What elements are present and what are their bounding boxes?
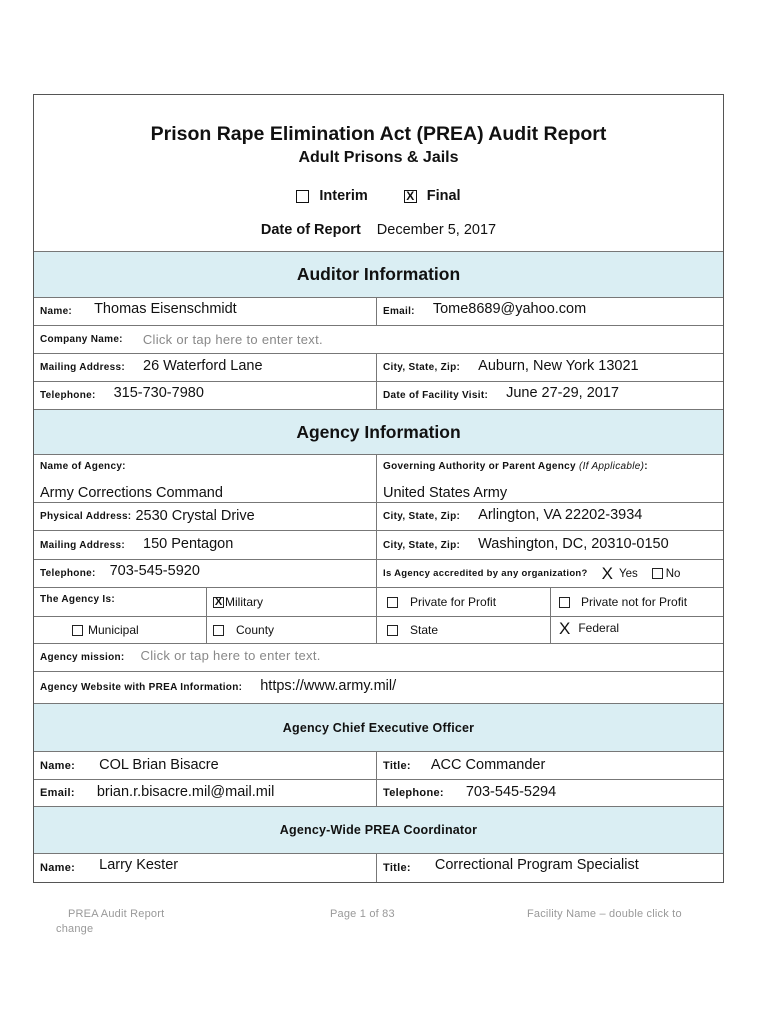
agency-physical-cell — [34, 503, 376, 530]
date-of-report-label: Date of Report — [260, 222, 361, 238]
private-nonprofit-checkbox[interactable] — [559, 597, 570, 608]
ceo-title-cell — [376, 752, 723, 779]
ceo-title-label: Title: — [383, 759, 411, 772]
governing-authority-note: (If Applicable) — [578, 461, 645, 472]
footer-change: change — [56, 923, 94, 935]
agency-mailing-row — [34, 531, 723, 560]
coordinator-title-cell — [376, 854, 723, 882]
agency-physical-field[interactable]: 2530 Crystal Drive — [135, 507, 255, 524]
report-subtitle: Adult Prisons & Jails — [298, 149, 459, 166]
auditor-section-header — [34, 252, 723, 298]
agency-phone-row — [34, 560, 723, 588]
ceo-email-label: Email: — [40, 787, 75, 799]
governing-authority-label — [383, 461, 648, 472]
auditor-mailing-field[interactable]: 26 Waterford Lane — [143, 357, 263, 374]
agency-name-row — [34, 455, 723, 503]
agency-mailing-cell — [34, 531, 376, 559]
agency-type-military-cell — [206, 588, 376, 616]
auditor-name-cell — [34, 298, 376, 325]
auditor-phone-cell — [34, 382, 376, 409]
auditor-city-field[interactable]: Auburn, New York 13021 — [478, 357, 639, 374]
ceo-email-row — [34, 780, 723, 807]
governing-authority-field[interactable]: United States Army — [383, 485, 508, 501]
agency-accredited-cell — [376, 560, 723, 587]
coordinator-title-label: Title: — [383, 862, 411, 874]
interim-checkbox[interactable] — [296, 190, 309, 203]
ceo-email-field[interactable]: brian.r.bisacre.mil@mail.mil — [96, 784, 275, 800]
agency-type-municipal-cell — [34, 617, 206, 643]
agency-physical-row — [34, 503, 723, 531]
auditor-company-field[interactable]: Click or tap here to enter text. — [142, 332, 323, 347]
municipal-checkbox[interactable] — [72, 625, 83, 636]
agency-name-field[interactable]: Army Corrections Command — [40, 485, 223, 501]
final-checkbox[interactable] — [404, 190, 417, 203]
ceo-title-field[interactable]: ACC Commander — [430, 756, 546, 773]
agency-type-county-cell — [206, 617, 376, 643]
agency-type-federal-cell — [550, 617, 723, 643]
auditor-name-row — [34, 298, 723, 326]
agency-section-title: Agency Information — [296, 421, 461, 442]
ceo-name-cell — [34, 752, 376, 779]
report-header — [34, 95, 723, 252]
municipal-label: Municipal — [88, 623, 139, 637]
auditor-company-label: Company Name: — [40, 334, 123, 345]
governing-authority-colon: : — [644, 461, 648, 472]
agency-physical-city-label: City, State, Zip: — [383, 511, 461, 522]
agency-website-row — [34, 672, 723, 704]
auditor-company-cell — [34, 326, 723, 353]
auditor-email-cell — [376, 298, 723, 325]
report-title: Prison Rape Elimination Act (PREA) Audit Report — [150, 123, 607, 145]
county-label: County — [236, 623, 275, 637]
agency-mission-label: Agency mission: — [40, 652, 125, 663]
coordinator-section-header — [34, 807, 723, 854]
agency-accredited-label: Is Agency accredited by any organization? — [383, 568, 588, 579]
report-date-line — [34, 222, 723, 238]
ceo-email-cell — [34, 780, 376, 806]
auditor-visit-field[interactable]: June 27-29, 2017 — [506, 384, 619, 401]
auditor-name-field[interactable]: Thomas Eisenschmidt — [94, 300, 237, 317]
agency-mission-field[interactable]: Click or tap here to enter text. — [140, 648, 321, 663]
ceo-section-header — [34, 704, 723, 752]
auditor-company-row — [34, 326, 723, 354]
footer-left — [56, 907, 165, 937]
ceo-name-field[interactable]: COL Brian Bisacre — [99, 756, 219, 773]
ceo-name-row — [34, 752, 723, 780]
federal-label: Federal — [578, 621, 620, 635]
agency-phone-label: Telephone: — [40, 568, 96, 579]
accredited-no-checkbox[interactable] — [652, 568, 663, 579]
agency-mailing-city-field[interactable]: Washington, DC, 20310-0150 — [478, 536, 669, 552]
agency-mailing-city-label: City, State, Zip: — [383, 539, 461, 551]
agency-type-label: The Agency Is: — [40, 594, 115, 605]
agency-section-header — [34, 410, 723, 455]
agency-mission-cell — [34, 644, 723, 671]
auditor-city-label: City, State, Zip: — [383, 362, 461, 373]
accredited-yes-mark-icon[interactable]: X — [601, 564, 613, 583]
ceo-phone-cell — [376, 780, 723, 806]
coordinator-section-title: Agency-Wide PREA Coordinator — [279, 823, 478, 837]
agency-website-label: Agency Website with PREA Information: — [40, 682, 243, 693]
federal-mark-icon[interactable]: X — [559, 618, 571, 638]
agency-type-state-cell — [376, 617, 550, 643]
agency-website-cell — [34, 672, 723, 703]
footer-page-number: Page 1 of 83 — [330, 908, 395, 920]
auditor-email-label: Email: — [383, 306, 415, 317]
agency-mailing-field[interactable]: 150 Pentagon — [143, 536, 234, 552]
governing-authority-cell — [376, 455, 723, 502]
agency-type-row-1 — [34, 588, 723, 617]
military-label: Military — [225, 595, 263, 609]
auditor-city-cell — [376, 354, 723, 381]
auditor-address-row — [34, 354, 723, 382]
report-type-options — [34, 188, 723, 204]
agency-mailing-city-cell — [376, 531, 723, 559]
coordinator-name-row — [34, 854, 723, 882]
prea-audit-form — [33, 94, 724, 883]
accredited-no-label: No — [665, 567, 681, 580]
agency-type-private-profit-cell — [376, 588, 550, 616]
military-checkbox[interactable] — [213, 597, 224, 608]
auditor-mailing-cell — [34, 354, 376, 381]
state-checkbox[interactable] — [387, 625, 398, 636]
auditor-email-field[interactable]: Tome8689@yahoo.com — [432, 300, 587, 317]
agency-website-field[interactable]: https://www.army.mil/ — [260, 677, 397, 694]
state-label: State — [410, 623, 439, 637]
county-checkbox[interactable] — [213, 625, 224, 636]
coordinator-name-label: Name: — [40, 862, 76, 874]
coordinator-title-field[interactable]: Correctional Program Specialist — [434, 857, 639, 873]
agency-phone-cell — [34, 560, 376, 587]
interim-label: Interim — [319, 188, 368, 204]
coordinator-name-cell — [34, 854, 376, 882]
agency-physical-label: Physical Address: — [40, 511, 132, 522]
agency-type-row-2 — [34, 617, 723, 644]
coordinator-name-field[interactable]: Larry Kester — [99, 857, 179, 873]
auditor-phone-label: Telephone: — [40, 390, 96, 401]
agency-physical-city-cell — [376, 503, 723, 530]
auditor-phone-row — [34, 382, 723, 410]
agency-type-private-nonprofit-cell — [550, 588, 723, 616]
ceo-section-title: Agency Chief Executive Officer — [282, 720, 475, 735]
agency-name-cell — [34, 455, 376, 502]
private-profit-label: Private for Profit — [410, 595, 497, 609]
date-of-report-value[interactable]: December 5, 2017 — [376, 222, 497, 238]
agency-name-label: Name of Agency: — [40, 461, 126, 472]
auditor-section-title: Auditor Information — [296, 264, 461, 284]
auditor-visit-cell — [376, 382, 723, 409]
auditor-phone-field[interactable]: 315-730-7980 — [113, 384, 204, 401]
private-profit-checkbox[interactable] — [387, 597, 398, 608]
agency-phone-field[interactable]: 703-545-5920 — [109, 562, 200, 579]
agency-mission-row — [34, 644, 723, 672]
ceo-name-label: Name: — [40, 759, 76, 772]
auditor-mailing-label: Mailing Address: — [40, 362, 125, 373]
private-nonprofit-label: Private not for Profit — [581, 595, 688, 609]
agency-physical-city-field[interactable]: Arlington, VA 22202-3934 — [478, 506, 643, 523]
agency-type-label-cell — [34, 588, 206, 616]
ceo-phone-label: Telephone: — [383, 787, 444, 799]
agency-mailing-label: Mailing Address: — [40, 539, 125, 551]
footer-facility-name[interactable]: Facility Name – double click to — [527, 908, 682, 920]
final-label: Final — [426, 188, 461, 204]
ceo-phone-field[interactable]: 703-545-5294 — [465, 784, 557, 800]
governing-authority-label-text: Governing Authority or Parent Agency — [383, 461, 576, 472]
auditor-visit-label: Date of Facility Visit: — [383, 390, 489, 401]
footer-report-name: PREA Audit Report — [68, 908, 165, 920]
auditor-name-label: Name: — [40, 306, 73, 317]
accredited-yes-label: Yes — [618, 567, 638, 580]
